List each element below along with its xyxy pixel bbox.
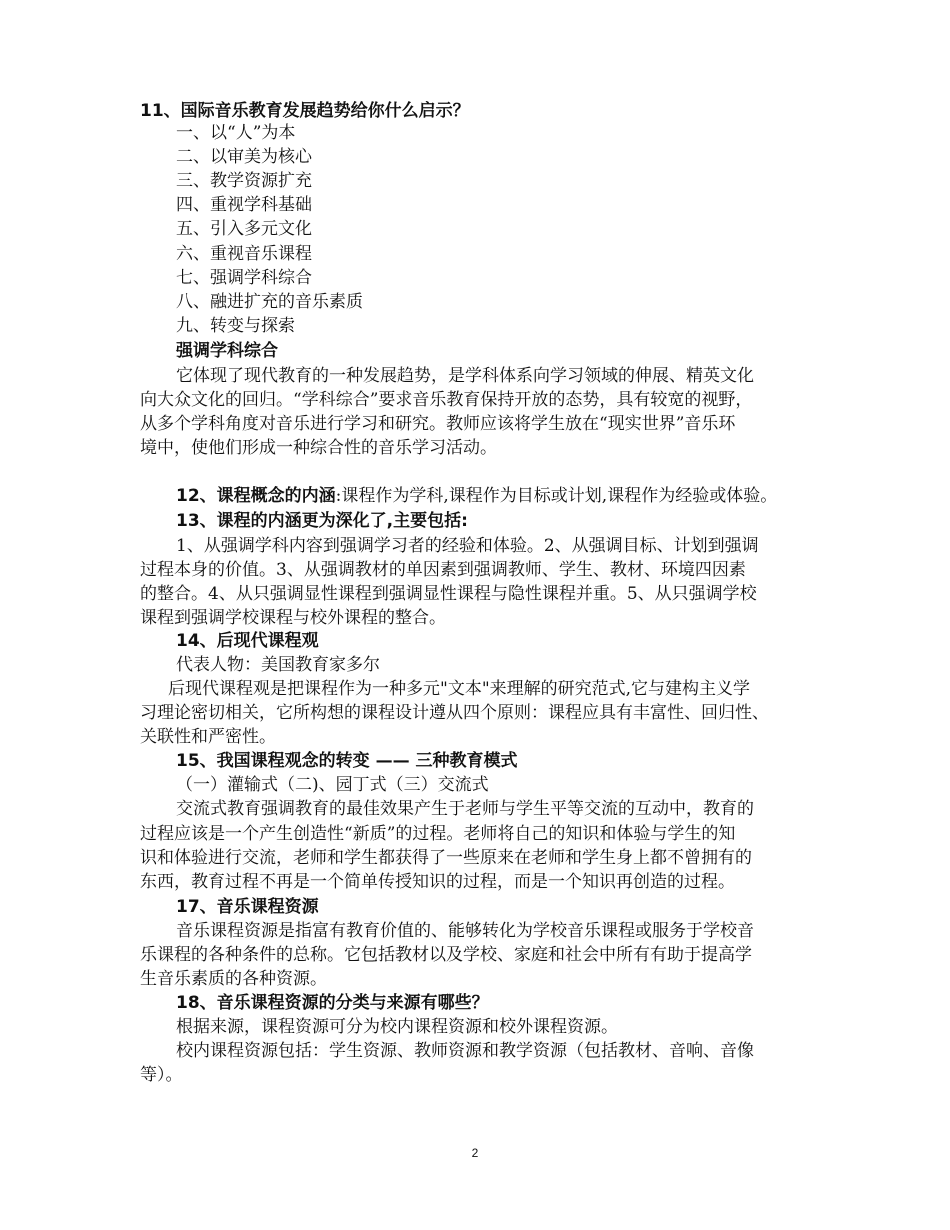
paragraph-line: 音乐课程资源是指富有教育价值的、能够转化为学校音乐课程或服务于学校音 [176,921,754,941]
list-item: 四、重视学科基础 [176,195,312,215]
list-item: 五、引入多元文化 [176,219,312,239]
question-15-heading: 15、我国课程观念的转变 —— 三种教育模式 [176,751,518,771]
list-item: 二、以审美为核心 [176,147,312,167]
paragraph-line: 代表人物：美国教育家多尔 [176,655,380,675]
paragraph-line: （一）灌输式（二)、园丁式（三）交流式 [176,775,489,795]
paragraph-line: 过程应该是一个产生创造性“新质”的过程。老师将自己的知识和体验与学生的知 [140,824,736,844]
page-number: 2 [471,1146,479,1160]
question-11-heading: 11、国际音乐教育发展趋势给你什么启示？ [140,101,470,121]
paragraph-line: 境中，使他们形成一种综合性的音乐学习活动。 [140,438,497,458]
paragraph-line: 向大众文化的回归。“学科综合”要求音乐教育保持开放的态势，具有较宽的视野， [140,390,753,410]
paragraph-line: 生音乐素质的各种资源。 [140,969,327,989]
question-13-heading: 13、课程的内涵更为深化了,主要包括: [176,511,468,531]
question-14-heading: 14、后现代课程观 [176,631,319,651]
paragraph-line: 从多个学科角度对音乐进行学习和研究。教师应该将学生放在“现实世界”音乐环 [140,414,736,434]
paragraph-line: 关联性和严密性。 [140,727,276,747]
paragraph-line: 校内课程资源包括：学生资源、教师资源和教学资源（包括教材、音响、音像 [176,1041,754,1061]
paragraph-line: 它体现了现代教育的一种发展趋势，是学科体系向学习领域的伸展、精英文化 [176,366,754,386]
question-12-term: 12、课程概念的内涵 [176,486,336,506]
question-18-heading: 18、音乐课程资源的分类与来源有哪些？ [176,993,489,1013]
list-item: 一、以“人”为本 [176,123,296,143]
subsection-heading: 强调学科综合 [176,341,278,361]
paragraph-line: 习理论密切相关，它所构想的课程设计遵从四个原则：课程应具有丰富性、回归性、 [140,703,769,723]
list-item: 三、教学资源扩充 [176,171,312,191]
paragraph-line: 乐课程的各种条件的总称。它包括教材以及学校、家庭和社会中所有有助于提高学 [140,945,752,965]
paragraph-line: 交流式教育强调教育的最佳效果产生于老师与学生平等交流的互动中，教育的 [176,799,754,819]
question-12-line [176,484,777,508]
paragraph-line: 东西，教育过程不再是一个简单传授知识的过程，而是一个知识再创造的过程。 [140,872,735,892]
list-item: 七、强调学科综合 [176,268,312,288]
paragraph-line: 根据来源，课程资源可分为校内课程资源和校外课程资源。 [176,1017,618,1037]
paragraph-line: 过程本身的价值。3、从强调教材的单因素到强调教师、学生、教材、环境四因素 [140,560,746,580]
paragraph-line: 1、从强调学科内容到强调学习者的经验和体验。2、从强调目标、计划到强调 [176,536,759,556]
list-item: 九、转变与探索 [176,316,295,336]
paragraph-line: 后现代课程观是把课程作为一种多元"文本"来理解的研究范式,它与建构主义学 [168,679,751,699]
paragraph-line: 等）。 [140,1065,183,1085]
paragraph-line: 的整合。4、从只强调显性课程到强调显性课程与隐性课程并重。5、从只强调学校 [140,584,757,604]
list-item: 六、重视音乐课程 [176,244,312,264]
question-12-definition: :课程作为学科,课程作为目标或计划,课程作为经验或体验。 [335,486,778,506]
paragraph-line: 课程到强调学校课程与校外课程的整合。 [140,608,446,628]
paragraph-line: 识和体验进行交流，老师和学生都获得了一些原来在老师和学生身上都不曾拥有的 [140,848,752,868]
list-item: 八、融进扩充的音乐素质 [176,292,363,312]
question-17-heading: 17、音乐课程资源 [176,897,319,917]
